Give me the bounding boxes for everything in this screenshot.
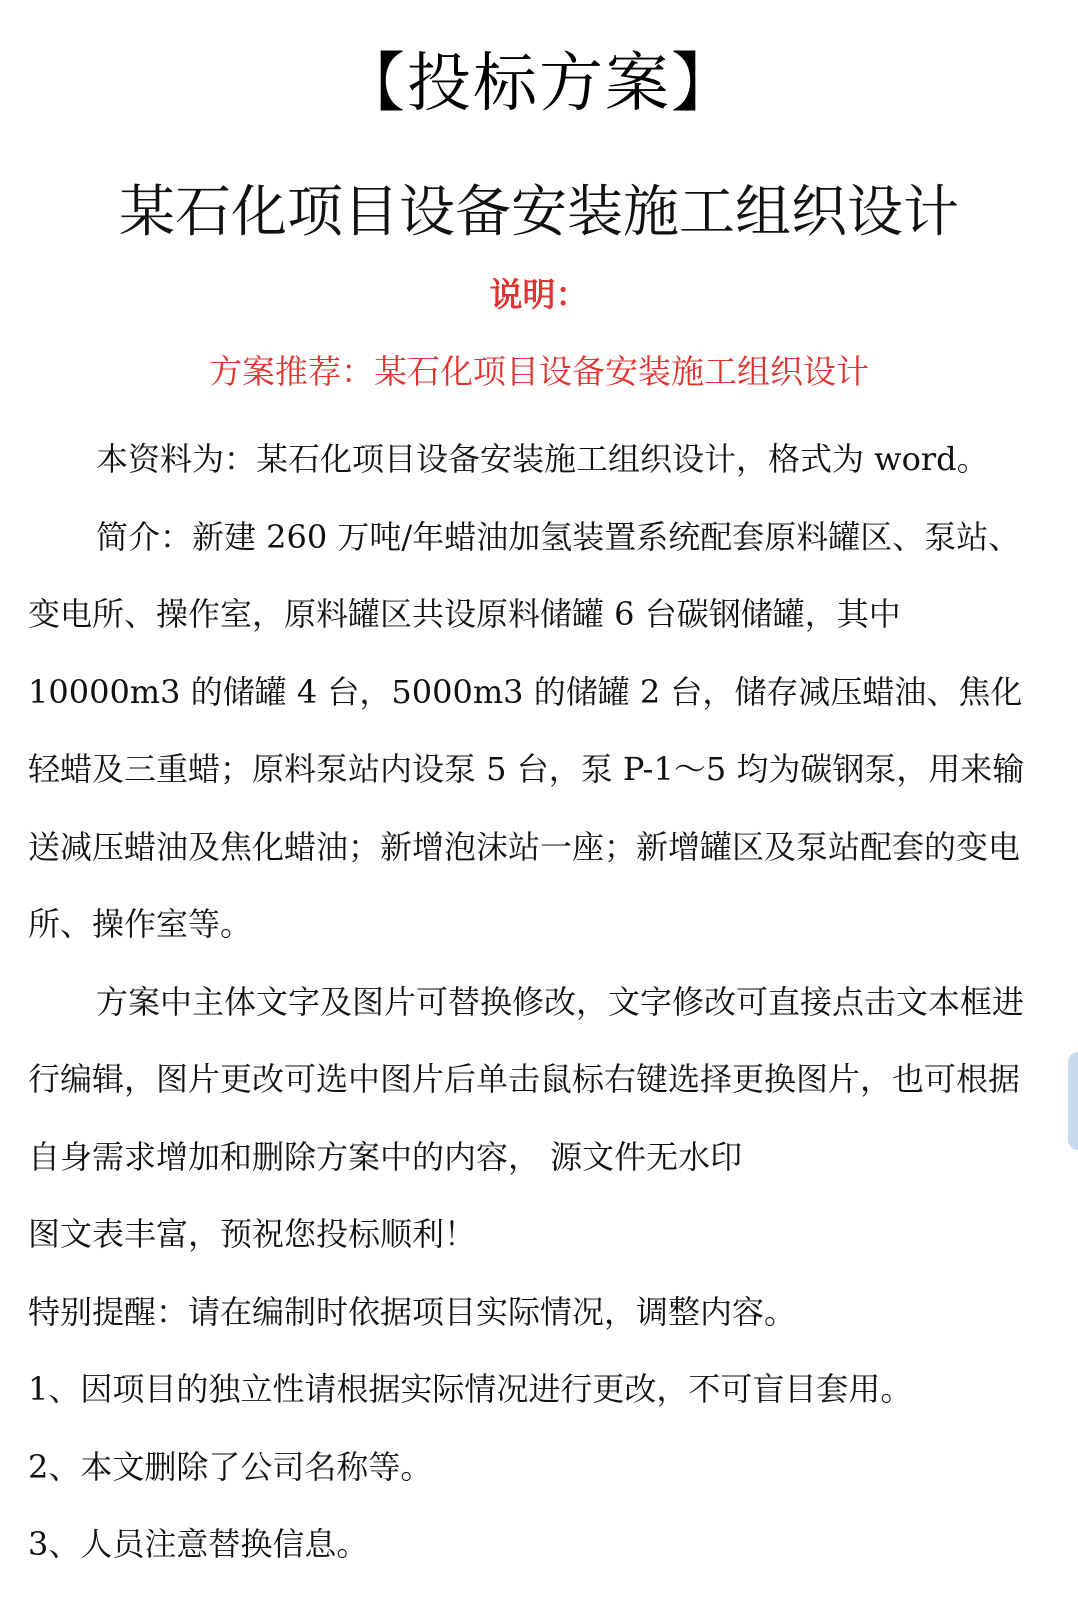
- reminder-line: 特别提醒：请在编制时依据项目实际情况，调整内容。: [28, 1292, 797, 1331]
- list-item: 1、因项目的独立性请根据实际情况进行更改，不可盲目套用。: [28, 1370, 913, 1408]
- rich-line: 图文表丰富，预祝您投标顺利！: [28, 1215, 477, 1253]
- document-body: [28, 421, 1038, 1584]
- recommendation-line: 方案推荐：某石化项目设备安装施工组织设计: [209, 352, 869, 391]
- side-pull-tab[interactable]: [1068, 1052, 1078, 1150]
- intro-paragraph: 简介：新建 260 万吨/年蜡油加氢装置系统配套原料罐区、泵站、变电所、操作室，原料罐区共设原料储罐 6 台碳钢储罐，其中 10000m3 的储罐 4 台，5000m3 的储罐 2 台，储存减压蜡油、焦化轻蜡及三重蜡；原料泵站内设泵 5 台，泵 P-1～5 均为碳钢泵，用来输送减压蜡油及焦化蜡油；新增泡沫站一座；新增罐区及泵站配套的变电所、操作室等。: [28, 517, 1025, 943]
- list-item: 3、人员注意替换信息。: [28, 1525, 369, 1563]
- material-line: 本资料为：某石化项目设备安装施工组织设计，格式为 word。: [96, 440, 989, 478]
- edit-paragraph: 方案中主体文字及图片可替换修改，文字修改可直接点击文本框进行编辑，图片更改可选中图片后单击鼠标右键选择更换图片，也可根据自身需求增加和删除方案中的内容， 源文件无水印: [28, 982, 1025, 1176]
- note-label: 说明：: [489, 275, 589, 314]
- list-item: 2、本文删除了公司名称等。: [28, 1447, 433, 1486]
- main-title: 某石化项目设备安装施工组织设计: [119, 180, 959, 245]
- bid-title: 【投标方案】: [341, 47, 737, 121]
